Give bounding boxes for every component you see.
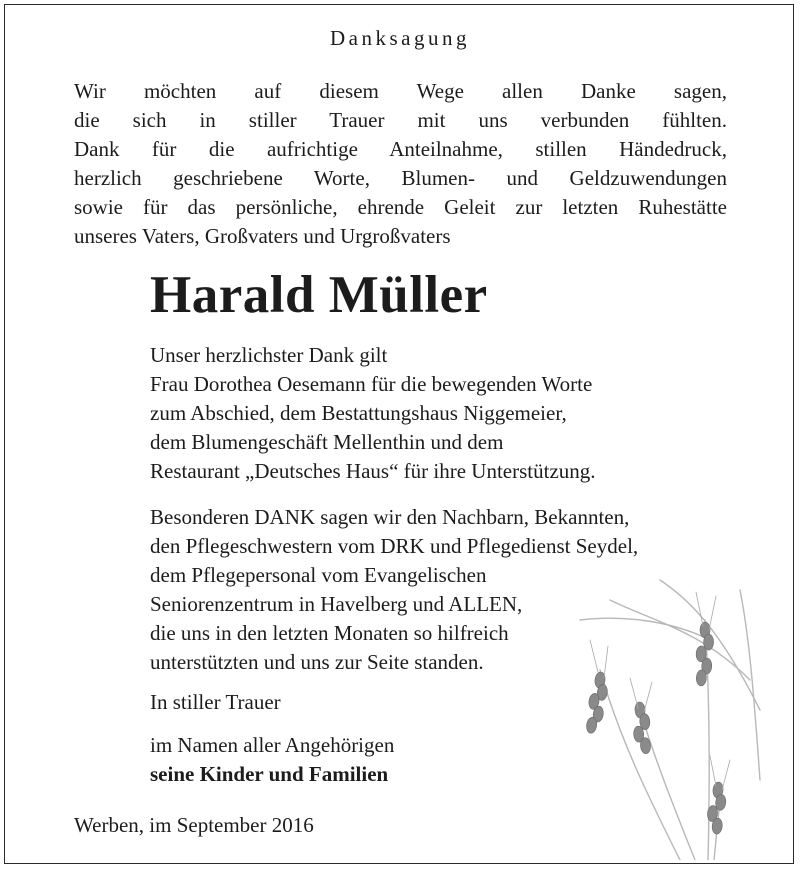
wheat-awn <box>722 760 730 790</box>
thanks-paragraph <box>150 341 596 486</box>
signature-block <box>150 731 394 789</box>
mourning-line <box>150 688 281 717</box>
signed-by-text: seine Kinder und Familien <box>150 762 389 786</box>
wheat-ear <box>631 701 652 754</box>
wheat-ears-illustration <box>560 560 790 860</box>
wheat-stalk <box>600 670 680 860</box>
wheat-awn <box>709 596 716 630</box>
special-thanks-line: dem Pflegepersonal vom Evangelischen <box>150 563 487 587</box>
special-thanks-line: Besonderen DANK sagen wir den Nachbarn, Bekannten, <box>150 505 630 529</box>
special-thanks-line: unterstützten und uns zur Seite standen. <box>150 650 484 674</box>
thanks-line: Restaurant „Deutsches Haus“ für ihre Unterstützung. <box>150 459 596 483</box>
thanks-line: zum Abschied, dem Bestattungshaus Niggemeier, <box>150 401 567 425</box>
wheat-ear <box>695 622 714 687</box>
on-behalf-text: im Namen aller Angehörigen <box>150 733 395 757</box>
thanks-line: dem Blumengeschäft Mellenthin und dem <box>150 430 504 454</box>
intro-line: Dank für die aufrichtige Anteilnahme, stillen Händedruck, <box>74 137 727 161</box>
intro-line: Wir möchten auf diesem Wege allen Danke sagen, <box>74 79 727 103</box>
thanks-line: Unser herzlichster Dank gilt <box>150 343 388 367</box>
wheat-stalk <box>640 710 695 860</box>
wheat-awn <box>710 756 716 786</box>
intro-line: die sich in stiller Trauer mit uns verbunden fühlten. <box>74 108 727 132</box>
notice-heading: Danksagung <box>330 26 470 50</box>
special-thanks-line: die uns in den letzten Monaten so hilfreich <box>150 621 509 645</box>
mourning-text: In stiller Trauer <box>150 690 281 714</box>
place-date: Werben, im September 2016 <box>74 813 314 837</box>
intro-line: unseres Vaters, Großvaters und Urgroßvaters <box>74 224 451 248</box>
wheat-awn <box>696 592 703 626</box>
thanks-line: Frau Dorothea Oesemann für die bewegenden Worte <box>150 372 593 396</box>
special-thanks-line: den Pflegeschwestern vom DRK und Pflegedienst Seydel, <box>150 534 639 558</box>
special-thanks-line: Seniorenzentrum in Havelberg und ALLEN, <box>150 592 523 616</box>
wheat-awn <box>644 682 652 712</box>
wheat-ear <box>585 671 610 735</box>
wheat-awn <box>604 646 608 678</box>
deceased-name: Harald Müller <box>150 266 488 324</box>
wheat-awn <box>590 640 598 672</box>
wheat-awn <box>630 678 638 708</box>
intro-line: sowie für das persönliche, ehrende Geleit zur letzten Ruhestätte <box>74 195 727 219</box>
wheat-stalk <box>610 600 750 680</box>
wheat-stalk <box>740 590 760 780</box>
intro-line: herzlich geschriebene Worte, Blumen- und Geldzuwendungen <box>74 166 727 190</box>
intro-paragraph <box>74 77 727 251</box>
